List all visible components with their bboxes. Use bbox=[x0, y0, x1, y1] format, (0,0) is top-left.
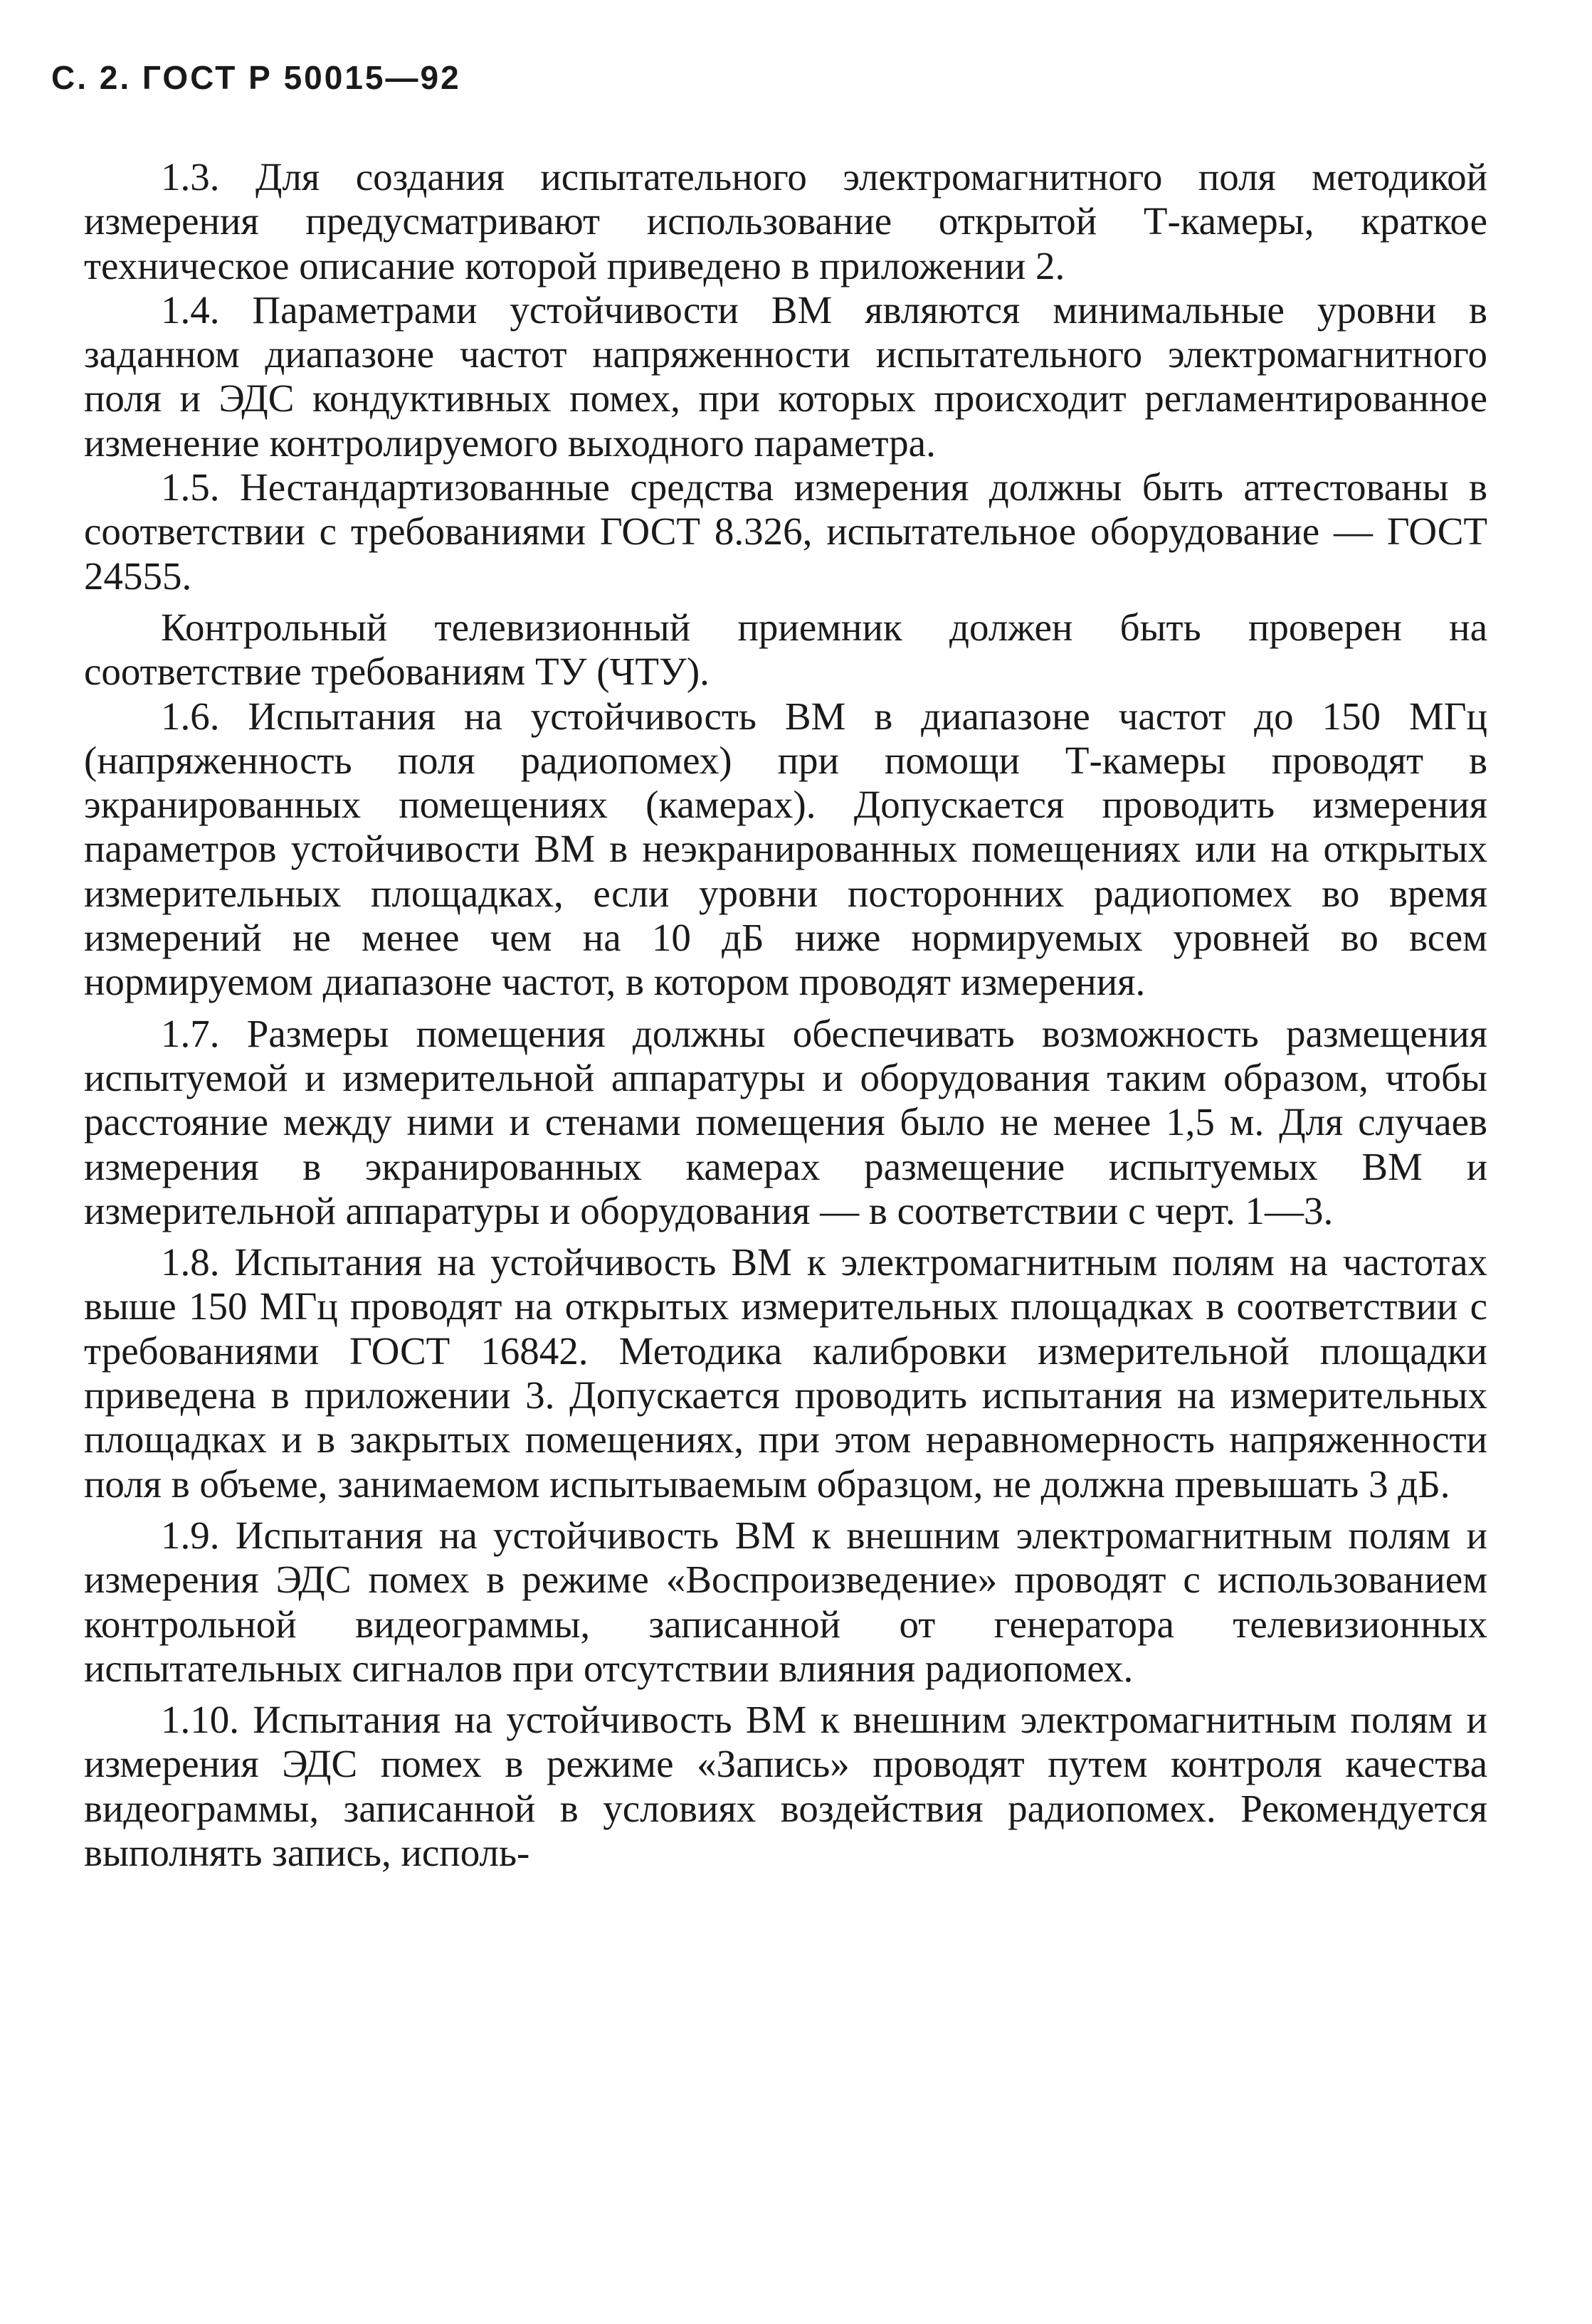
paragraph-control-receiver: Контрольный телевизионный приемник должен быть проверен на соответствие требованиям ТУ (ЧТУ). bbox=[84, 605, 1487, 694]
body-text bbox=[84, 155, 1487, 1875]
paragraph-1-4: 1.4. Параметрами устойчивости ВМ являются минимальные уровни в заданном диапазоне частот напряженности испытательного электромагнитного поля и ЭДС кондуктивных помех, при которых происходит регламентированное изменение контролируемого выходного параметра. bbox=[84, 287, 1487, 465]
paragraph-1-9: 1.9. Испытания на устойчивость ВМ к внешним электромагнитным полям и измерения ЭДС помех в режиме «Воспроизведение» проводят с использованием контрольной видеограммы, записанной от генератора телевизионных испытательных сигналов при отсутствии влияния радиопомех. bbox=[84, 1513, 1487, 1690]
paragraph-1-5: 1.5. Нестандартизованные средства измерения должны быть аттестованы в соответствии с требованиями ГОСТ 8.326, испытательное оборудование — ГОСТ 24555. bbox=[84, 465, 1487, 598]
paragraph-1-10: 1.10. Испытания на устойчивость ВМ к внешним электромагнитным полям и измерения ЭДС помех в режиме «Запись» проводят путем контроля качества видеограммы, записанной в условиях воздействия радиопомех. Рекомендуется выполнять запись, исполь- bbox=[84, 1698, 1487, 1874]
paragraph-1-3: 1.3. Для создания испытательного электромагнитного поля методикой измерения предусматривают использование открытой Т-камеры, краткое техническое описание которой приведено в приложении 2. bbox=[84, 155, 1487, 287]
running-header: С. 2. ГОСТ Р 50015—92 bbox=[51, 59, 461, 96]
paragraph-1-8: 1.8. Испытания на устойчивость ВМ к электромагнитным полям на частотах выше 150 МГц проводят на открытых измерительных площадках в соответствии с требованиями ГОСТ 16842. Методика калибровки измерительной площадки приведена в приложении 3. Допускается проводить испытания на измерительных площадках и в закрытых помещениях, при этом неравномерность напряженности поля в объеме, занимаемом испытываемым образцом, не должна превышать 3 дБ. bbox=[84, 1240, 1487, 1506]
paragraph-1-7: 1.7. Размеры помещения должны обеспечивать возможность размещения испытуемой и измерительной аппаратуры и оборудования таким образом, чтобы расстояние между ними и стенами помещения было не менее 1,5 м. Для случаев измерения в экранированных камерах размещение испытуемых ВМ и измерительной аппаратуры и оборудования — в соответствии с черт. 1—3. bbox=[84, 1011, 1487, 1232]
paragraph-1-6: 1.6. Испытания на устойчивость ВМ в диапазоне частот до 150 МГц (напряженность поля радиопомех) при помощи Т-камеры проводят в экранированных помещениях (камерах). Допускается проводить измерения параметров устойчивости ВМ в неэкранированных помещениях или на открытых измерительных площадках, если уровни посторонних радиопомех во время измерений не менее чем на 10 дБ ниже нормируемых уровней во всем нормируемом диапазоне частот, в котором проводят измерения. bbox=[84, 694, 1487, 1004]
